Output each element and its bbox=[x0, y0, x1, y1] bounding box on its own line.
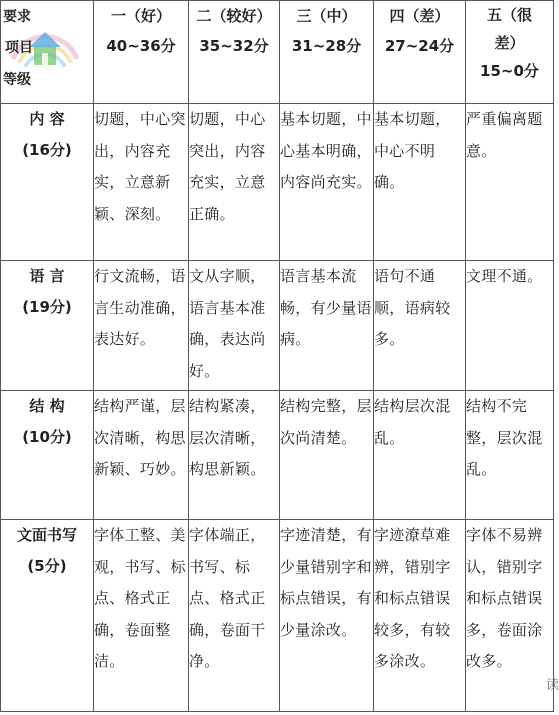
row-label-structure: 结 构 (10分) bbox=[1, 391, 94, 520]
row-label-writing: 文面书写 (5分) bbox=[1, 520, 94, 712]
rubric-cell: 切题，中心突出，内容充实，立意新颖、深刻。 bbox=[94, 104, 189, 261]
criterion-row-writing bbox=[1, 520, 554, 712]
rubric-cell: 结构不完整，层次混乱。 bbox=[466, 391, 554, 520]
rubric-cell: 结构严谨，层次清晰，构思新颖、巧妙。 bbox=[94, 391, 189, 520]
rubric-cell: 语言基本流畅，有少量语病。 bbox=[280, 261, 374, 391]
corner-grade-label: 等级 bbox=[3, 72, 31, 88]
row-label-content: 内 容 (16分) bbox=[1, 104, 94, 261]
grade-header-1: 一（好） 40~36分 bbox=[94, 1, 189, 104]
corner-item-label: 项目 bbox=[5, 40, 33, 56]
grade-header-5: 五（很差） 15~0分 bbox=[466, 1, 554, 104]
grade-header-2: 二（较好） 35~32分 bbox=[189, 1, 280, 104]
grade-header-3: 三（中） 31~28分 bbox=[280, 1, 374, 104]
corner-requirement-label: 要求 bbox=[3, 9, 31, 25]
rubric-cell: 基本切题，中心不明确。 bbox=[374, 104, 466, 261]
rubric-cell: 语句不通顺，语病较多。 bbox=[374, 261, 466, 391]
rubric-cell: 字体端正，书写、标点、格式正确，卷面干净。 bbox=[189, 520, 280, 712]
rubric-cell: 结构完整，层次尚清楚。 bbox=[280, 391, 374, 520]
rubric-cell: 文理不通。 bbox=[466, 261, 554, 391]
criterion-row-language bbox=[1, 261, 554, 391]
rubric-cell: 文从字顺，语言基本准确，表达尚好。 bbox=[189, 261, 280, 391]
rubric-cell: 严重偏离题意。 bbox=[466, 104, 554, 261]
corner-header-cell bbox=[1, 1, 94, 104]
rubric-cell: 字体不易辨认，错别字和标点错误多，卷面涂改多。 bbox=[466, 520, 554, 712]
rubric-cell: 结构紧凑，层次清晰，构思新颖。 bbox=[189, 391, 280, 520]
rubric-cell: 切题，中心突出，内容充实，立意正确。 bbox=[189, 104, 280, 261]
trailing-text: 读 bbox=[546, 678, 559, 693]
rubric-cell: 基本切题，中心基本明确，内容尚充实。 bbox=[280, 104, 374, 261]
grade-header-4: 四（差） 27~24分 bbox=[374, 1, 466, 104]
criterion-row-structure bbox=[1, 391, 554, 520]
rubric-cell: 结构层次混乱。 bbox=[374, 391, 466, 520]
header-row bbox=[1, 1, 554, 104]
rubric-cell: 行文流畅，语言生动准确，表达好。 bbox=[94, 261, 189, 391]
rubric-cell: 字迹潦草难辨，错别字和标点错误较多，有较多涂改。 bbox=[374, 520, 466, 712]
rubric-cell: 字体工整、美观，书写、标点、格式正确，卷面整洁。 bbox=[94, 520, 189, 712]
rubric-cell: 字迹清楚，有少量错别字和标点错误，有少量涂改。 bbox=[280, 520, 374, 712]
row-label-language: 语 言 (19分) bbox=[1, 261, 94, 391]
criterion-row-content bbox=[1, 104, 554, 261]
